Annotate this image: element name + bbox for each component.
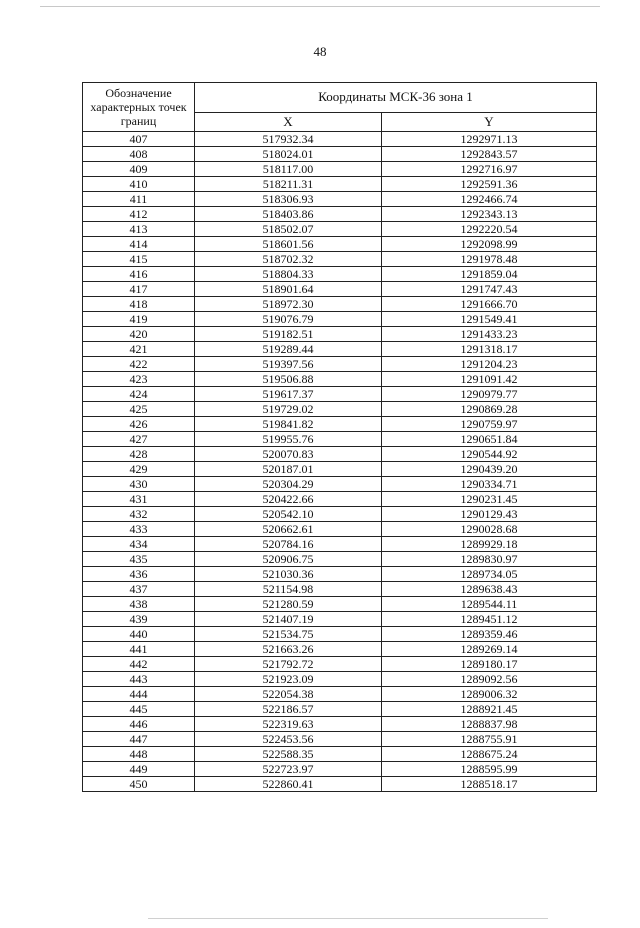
- x-cell: 519289.44: [195, 342, 382, 357]
- point-cell: 425: [83, 402, 195, 417]
- y-cell: 1289830.97: [382, 552, 597, 567]
- x-cell: 520422.66: [195, 492, 382, 507]
- table-row: [83, 312, 597, 327]
- y-cell: 1290544.92: [382, 447, 597, 462]
- y-cell: 1292971.13: [382, 132, 597, 147]
- x-cell: 519729.02: [195, 402, 382, 417]
- point-cell: 442: [83, 657, 195, 672]
- header-point-designation: Обозначение характерных точек границ: [83, 83, 195, 132]
- x-cell: 518702.32: [195, 252, 382, 267]
- table-row: [83, 342, 597, 357]
- point-cell: 426: [83, 417, 195, 432]
- x-cell: 519955.76: [195, 432, 382, 447]
- y-cell: 1292343.13: [382, 207, 597, 222]
- x-cell: 518211.31: [195, 177, 382, 192]
- y-cell: 1290028.68: [382, 522, 597, 537]
- x-cell: 519182.51: [195, 327, 382, 342]
- table-row: [83, 252, 597, 267]
- y-cell: 1291204.23: [382, 357, 597, 372]
- y-cell: 1291318.17: [382, 342, 597, 357]
- point-cell: 411: [83, 192, 195, 207]
- point-cell: 429: [83, 462, 195, 477]
- y-cell: 1291978.48: [382, 252, 597, 267]
- table-row: [83, 537, 597, 552]
- x-cell: 522723.97: [195, 762, 382, 777]
- table-row: [83, 132, 597, 147]
- point-cell: 428: [83, 447, 195, 462]
- table-row: [83, 612, 597, 627]
- x-cell: 521534.75: [195, 627, 382, 642]
- point-cell: 447: [83, 732, 195, 747]
- bottom-edge-line: [148, 918, 548, 919]
- point-cell: 433: [83, 522, 195, 537]
- point-cell: 407: [83, 132, 195, 147]
- table-row: [83, 162, 597, 177]
- point-cell: 409: [83, 162, 195, 177]
- y-cell: 1289180.17: [382, 657, 597, 672]
- x-cell: 519506.88: [195, 372, 382, 387]
- point-cell: 416: [83, 267, 195, 282]
- x-cell: 518502.07: [195, 222, 382, 237]
- point-cell: 440: [83, 627, 195, 642]
- point-cell: 419: [83, 312, 195, 327]
- point-cell: 450: [83, 777, 195, 792]
- table-row: [83, 147, 597, 162]
- point-cell: 449: [83, 762, 195, 777]
- table-row: [83, 702, 597, 717]
- table-row: [83, 567, 597, 582]
- y-cell: 1290334.71: [382, 477, 597, 492]
- point-cell: 421: [83, 342, 195, 357]
- table-row: [83, 432, 597, 447]
- x-cell: 519841.82: [195, 417, 382, 432]
- table-row: [83, 627, 597, 642]
- table-row: [83, 747, 597, 762]
- y-cell: 1290651.84: [382, 432, 597, 447]
- top-edge-line: [40, 6, 600, 7]
- y-cell: 1292466.74: [382, 192, 597, 207]
- point-cell: 413: [83, 222, 195, 237]
- point-cell: 434: [83, 537, 195, 552]
- x-cell: 522319.63: [195, 717, 382, 732]
- x-cell: 522186.57: [195, 702, 382, 717]
- table-row: [83, 402, 597, 417]
- x-cell: 518901.64: [195, 282, 382, 297]
- y-cell: 1290231.45: [382, 492, 597, 507]
- table-row: [83, 267, 597, 282]
- table-row: [83, 687, 597, 702]
- point-cell: 448: [83, 747, 195, 762]
- x-cell: 520784.16: [195, 537, 382, 552]
- point-cell: 437: [83, 582, 195, 597]
- y-cell: 1291859.04: [382, 267, 597, 282]
- y-cell: 1291666.70: [382, 297, 597, 312]
- x-cell: 520070.83: [195, 447, 382, 462]
- point-cell: 423: [83, 372, 195, 387]
- y-cell: 1289006.32: [382, 687, 597, 702]
- y-cell: 1288675.24: [382, 747, 597, 762]
- table-row: [83, 717, 597, 732]
- point-cell: 445: [83, 702, 195, 717]
- y-cell: 1292591.36: [382, 177, 597, 192]
- y-cell: 1290439.20: [382, 462, 597, 477]
- table-row: [83, 237, 597, 252]
- y-cell: 1291091.42: [382, 372, 597, 387]
- point-cell: 441: [83, 642, 195, 657]
- y-cell: 1292098.99: [382, 237, 597, 252]
- y-cell: 1291433.23: [382, 327, 597, 342]
- y-cell: 1288595.99: [382, 762, 597, 777]
- x-cell: 522860.41: [195, 777, 382, 792]
- point-cell: 436: [83, 567, 195, 582]
- x-cell: 520662.61: [195, 522, 382, 537]
- x-cell: 518804.33: [195, 267, 382, 282]
- table-row: [83, 327, 597, 342]
- point-cell: 422: [83, 357, 195, 372]
- table-row: [83, 777, 597, 792]
- y-cell: 1289092.56: [382, 672, 597, 687]
- table-row: [83, 492, 597, 507]
- point-cell: 415: [83, 252, 195, 267]
- y-cell: 1288755.91: [382, 732, 597, 747]
- y-cell: 1288518.17: [382, 777, 597, 792]
- point-cell: 410: [83, 177, 195, 192]
- y-cell: 1289638.43: [382, 582, 597, 597]
- y-cell: 1288921.45: [382, 702, 597, 717]
- y-cell: 1289734.05: [382, 567, 597, 582]
- y-cell: 1290129.43: [382, 507, 597, 522]
- y-cell: 1290979.77: [382, 387, 597, 402]
- x-cell: 518024.01: [195, 147, 382, 162]
- x-cell: 519617.37: [195, 387, 382, 402]
- x-cell: 521030.36: [195, 567, 382, 582]
- table-row: [83, 357, 597, 372]
- point-cell: 427: [83, 432, 195, 447]
- table-row: [83, 762, 597, 777]
- table-row: [83, 372, 597, 387]
- header-coordinates-group: Координаты МСК-36 зона 1: [195, 83, 597, 113]
- header-y: Y: [382, 112, 597, 131]
- point-cell: 414: [83, 237, 195, 252]
- table-row: [83, 207, 597, 222]
- point-cell: 435: [83, 552, 195, 567]
- table-row: [83, 657, 597, 672]
- table-row: [83, 507, 597, 522]
- coordinates-table: [82, 82, 597, 792]
- x-cell: 521280.59: [195, 597, 382, 612]
- table-row: [83, 582, 597, 597]
- table-row: [83, 417, 597, 432]
- table-row: [83, 447, 597, 462]
- table-row: [83, 192, 597, 207]
- y-cell: 1289929.18: [382, 537, 597, 552]
- x-cell: 520906.75: [195, 552, 382, 567]
- y-cell: 1289544.11: [382, 597, 597, 612]
- table-row: [83, 222, 597, 237]
- y-cell: 1289269.14: [382, 642, 597, 657]
- point-cell: 412: [83, 207, 195, 222]
- x-cell: 521407.19: [195, 612, 382, 627]
- table-body: [83, 132, 597, 792]
- x-cell: 521792.72: [195, 657, 382, 672]
- table-row: [83, 642, 597, 657]
- table-row: [83, 732, 597, 747]
- y-cell: 1292843.57: [382, 147, 597, 162]
- x-cell: 518403.86: [195, 207, 382, 222]
- table-row: [83, 597, 597, 612]
- y-cell: 1290869.28: [382, 402, 597, 417]
- x-cell: 521663.26: [195, 642, 382, 657]
- y-cell: 1289451.12: [382, 612, 597, 627]
- point-cell: 439: [83, 612, 195, 627]
- x-cell: 522588.35: [195, 747, 382, 762]
- x-cell: 522453.56: [195, 732, 382, 747]
- x-cell: 520542.10: [195, 507, 382, 522]
- y-cell: 1292220.54: [382, 222, 597, 237]
- point-cell: 444: [83, 687, 195, 702]
- table-row: [83, 552, 597, 567]
- header-x: X: [195, 112, 382, 131]
- x-cell: 518117.00: [195, 162, 382, 177]
- y-cell: 1291549.41: [382, 312, 597, 327]
- y-cell: 1288837.98: [382, 717, 597, 732]
- x-cell: 521923.09: [195, 672, 382, 687]
- table-row: [83, 282, 597, 297]
- page-number: 48: [313, 44, 327, 59]
- table-row: [83, 522, 597, 537]
- x-cell: 521154.98: [195, 582, 382, 597]
- table-row: [83, 477, 597, 492]
- table-row: [83, 177, 597, 192]
- table-row: [83, 462, 597, 477]
- x-cell: 518601.56: [195, 237, 382, 252]
- x-cell: 522054.38: [195, 687, 382, 702]
- point-cell: 443: [83, 672, 195, 687]
- table-row: [83, 672, 597, 687]
- point-cell: 408: [83, 147, 195, 162]
- point-cell: 430: [83, 477, 195, 492]
- y-cell: 1289359.46: [382, 627, 597, 642]
- x-cell: 520304.29: [195, 477, 382, 492]
- y-cell: 1291747.43: [382, 282, 597, 297]
- point-cell: 431: [83, 492, 195, 507]
- y-cell: 1292716.97: [382, 162, 597, 177]
- x-cell: 520187.01: [195, 462, 382, 477]
- point-cell: 432: [83, 507, 195, 522]
- table-row: [83, 297, 597, 312]
- x-cell: 517932.34: [195, 132, 382, 147]
- point-cell: 424: [83, 387, 195, 402]
- x-cell: 519397.56: [195, 357, 382, 372]
- point-cell: 418: [83, 297, 195, 312]
- x-cell: 519076.79: [195, 312, 382, 327]
- table-row: [83, 387, 597, 402]
- x-cell: 518306.93: [195, 192, 382, 207]
- y-cell: 1290759.97: [382, 417, 597, 432]
- point-cell: 420: [83, 327, 195, 342]
- point-cell: 446: [83, 717, 195, 732]
- x-cell: 518972.30: [195, 297, 382, 312]
- point-cell: 438: [83, 597, 195, 612]
- point-cell: 417: [83, 282, 195, 297]
